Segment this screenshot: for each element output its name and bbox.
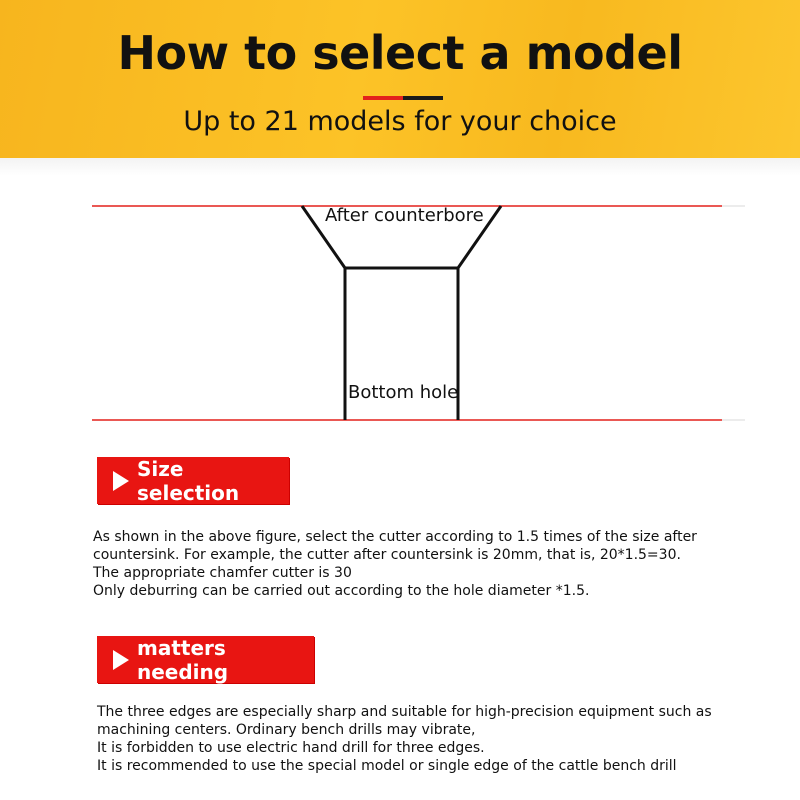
size-selection-line: As shown in the above figure, select the cutter according to 1.5 times of the size after	[93, 529, 697, 545]
matters-needing-line: The three edges are especially sharp and suitable for high-precision equipment such as	[97, 704, 712, 720]
size-selection-heading	[97, 457, 289, 504]
matters-needing-line: It is forbidden to use electric hand drill for three edges.	[97, 740, 485, 756]
page-subtitle: Up to 21 models for your choice	[183, 106, 617, 137]
size-selection-line: countersink. For example, the cutter after countersink is 20mm, that is, 20*1.5=30.	[93, 547, 681, 563]
matters-needing-line: machining centers. Ordinary bench drills may vibrate,	[97, 722, 476, 738]
size-selection-line: Only deburring can be carried out according to the hole diameter *1.5.	[93, 583, 590, 599]
matters-needing-text	[97, 703, 777, 775]
page-title: How to select a model	[117, 26, 683, 80]
matters-needing-heading	[97, 636, 314, 683]
bottom-hole-label: Bottom hole	[348, 382, 459, 403]
size-selection-text	[93, 528, 773, 600]
size-selection-line: The appropriate chamfer cutter is 30	[93, 565, 352, 581]
matters-needing-label: matters needing	[137, 635, 229, 684]
size-selection-label: Size selection	[137, 456, 240, 505]
counterbore-outline	[302, 206, 345, 420]
play-arrow-icon	[113, 650, 129, 670]
matters-needing-line: It is recommended to use the special model or single edge of the cattle bench drill	[97, 758, 677, 774]
play-arrow-icon	[113, 471, 129, 491]
counterbore-outline-right	[458, 206, 501, 420]
after-counterbore-label: After counterbore	[325, 205, 484, 226]
